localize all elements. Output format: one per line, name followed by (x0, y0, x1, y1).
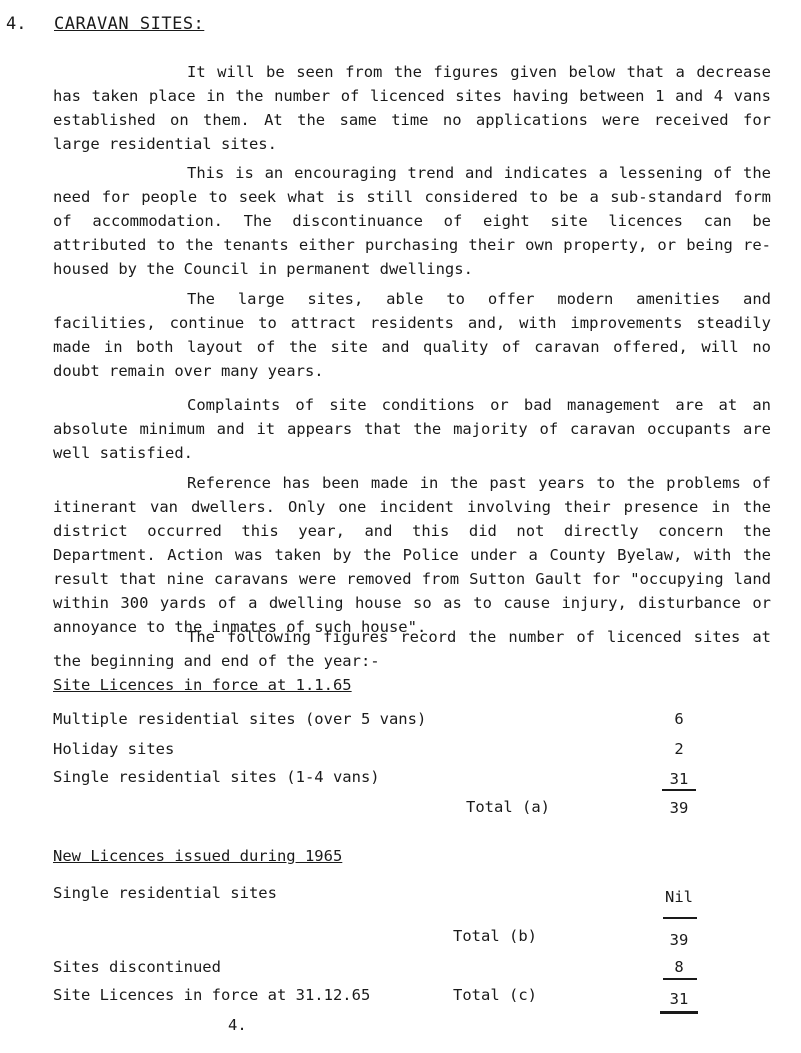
paragraph-3 (53, 287, 771, 383)
table2-force-label: Site Licences in force at 31.12.65 (53, 986, 371, 1004)
paragraph-4 (53, 393, 771, 465)
sum-rule (663, 978, 697, 980)
section-number: 4. (6, 14, 27, 34)
sum-rule (663, 917, 697, 919)
table1-heading: Site Licences in force at 1.1.65 (53, 676, 352, 694)
table1-row-label: Single residential sites (1-4 vans) (53, 768, 380, 786)
paragraph-2 (53, 161, 771, 281)
paragraph-text: It will be seen from the figures given below that a decrease has taken place in the number of licenced sites having between 1 and 4 vans established on them. At the same time no applications were received for large residential sites. (53, 63, 771, 153)
table1-row-value: 2 (674, 740, 684, 758)
paragraph-1 (53, 60, 771, 156)
table1-row-value: 6 (674, 710, 684, 728)
page-number: 4. (228, 1016, 247, 1034)
table2-total-b-value: 39 (669, 931, 689, 949)
sum-rule-double (660, 1011, 698, 1014)
table2-single-label: Single residential sites (53, 884, 277, 902)
table2-discontinued-value: 8 (674, 958, 684, 976)
table2-heading: New Licences issued during 1965 (53, 847, 343, 865)
table1-row-value: 31 (669, 770, 689, 788)
table2-discontinued-label: Sites discontinued (53, 958, 221, 976)
paragraph-text: This is an encouraging trend and indicates a lessening of the need for people to seek what is still considered to be a sub-standard form of accommodation. The discontinuance of eight site licences can be attributed to the tenants either purchasing their own property, or being re-housed by the Council in permanent dwellings. (53, 164, 771, 278)
table1-row-label: Multiple residential sites (over 5 vans) (53, 710, 427, 728)
sum-rule (662, 789, 696, 791)
paragraph-text: Reference has been made in the past years to the problems of itinerant van dwellers. Only one incident involving their presence in the district occurred this year, and this did not directly concern the Department. Action was taken by the Police under a County Byelaw, with the result that nine caravans were removed from Sutton Gault for "occupying land within 300 yards of a dwelling house so as to cause injury, disturbance or annoyance to the inmates of such house". (53, 474, 771, 636)
table1-row-label: Holiday sites (53, 740, 175, 758)
paragraph-5 (53, 471, 771, 639)
table2-single-value: Nil (665, 888, 693, 906)
section-title: CARAVAN SITES: (54, 14, 205, 34)
paragraph-6 (53, 625, 771, 673)
table2-total-c-value: 31 (669, 990, 689, 1008)
table2-total-b-label: Total (b) (453, 927, 537, 945)
table1-total-label: Total (a) (466, 798, 550, 816)
table2-total-c-label: Total (c) (453, 986, 537, 1004)
paragraph-text: The following figures record the number of licenced sites at the beginning and end of the year:- (53, 628, 771, 670)
paragraph-text: The large sites, able to offer modern amenities and facilities, continue to attract residents and, with improvements steadily made in both layout of the site and quality of caravan offered, will no doubt remain over many years. (53, 290, 771, 380)
paragraph-text: Complaints of site conditions or bad management are at an absolute minimum and it appears that the majority of caravan occupants are well satisfied. (53, 396, 771, 462)
table1-total-value: 39 (669, 799, 689, 817)
